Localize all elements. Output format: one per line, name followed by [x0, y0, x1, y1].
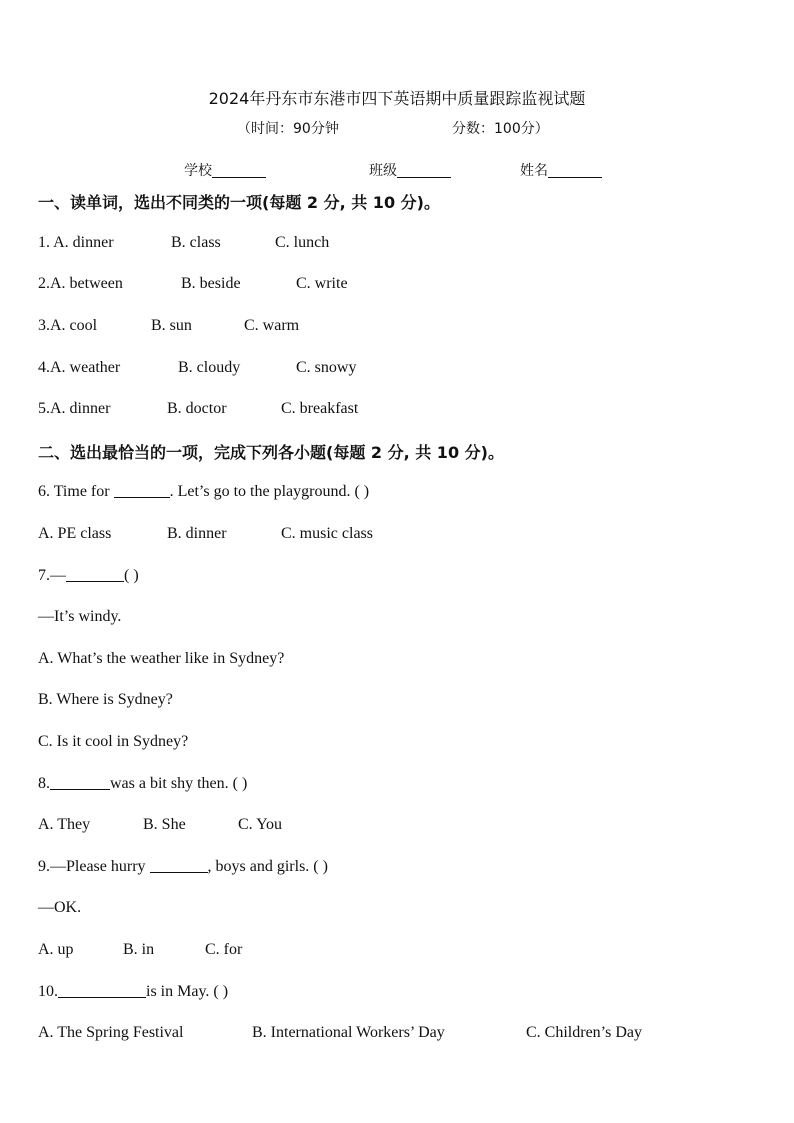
school-label: 学校 [184, 163, 212, 179]
option-b[interactable]: B. beside [181, 275, 241, 292]
question-6-text-end: . Let’s go to the playground. ( ) [169, 483, 370, 500]
question-9-text: 9.—Please hurry [38, 858, 150, 875]
option-b[interactable]: B. dinner [167, 525, 227, 542]
question-9-reply: —OK. [38, 899, 82, 916]
option-b[interactable]: B. cloudy [178, 359, 241, 376]
option-a[interactable]: 3.A. cool [38, 317, 98, 334]
option-c[interactable]: C. warm [244, 317, 300, 334]
option-c[interactable]: C. write [296, 275, 348, 292]
question-9-text-end: , boys and girls. ( ) [207, 858, 328, 875]
option-c[interactable]: C. Children’s Day [526, 1024, 642, 1041]
option-a[interactable]: 5.A. dinner [38, 400, 111, 417]
answer-blank[interactable] [58, 983, 146, 998]
answer-blank[interactable] [66, 567, 124, 582]
question-7-text-end: ( ) [124, 567, 139, 584]
option-c[interactable]: C. You [238, 816, 283, 833]
option-a[interactable]: A. PE class [38, 525, 112, 542]
option-b[interactable]: B. Where is Sydney? [38, 691, 173, 708]
option-b[interactable]: B. She [143, 816, 186, 833]
question-8-text: 8. [38, 775, 50, 792]
option-c[interactable]: C. snowy [296, 359, 357, 376]
question-8-stem [38, 775, 247, 793]
class-field[interactable] [369, 160, 451, 180]
school-field[interactable] [184, 160, 266, 180]
question-6-text: 6. Time for [38, 483, 114, 500]
name-blank[interactable] [548, 163, 602, 178]
option-b[interactable]: B. doctor [167, 400, 227, 417]
option-a[interactable]: A. The Spring Festival [38, 1024, 184, 1041]
question-6-stem [38, 483, 369, 501]
option-a[interactable]: 4.A. weather [38, 359, 121, 376]
name-label: 姓名 [520, 163, 548, 179]
section-1-heading: 一、读单词，选出不同类的一项(每题 2 分, 共 10 分)。 [38, 193, 440, 212]
answer-blank[interactable] [114, 483, 170, 498]
option-a[interactable]: A. They [38, 816, 91, 833]
question-10-text: 10. [38, 983, 58, 1000]
answer-blank[interactable] [50, 775, 110, 790]
question-8-text-end: was a bit shy then. ( ) [110, 775, 248, 792]
option-b[interactable]: B. International Workers’ Day [252, 1024, 445, 1041]
question-7-text: 7.— [38, 567, 66, 584]
school-blank[interactable] [212, 163, 266, 178]
exam-time: （时间：90分钟 [237, 121, 339, 137]
question-7-reply: —It’s windy. [38, 608, 122, 625]
option-c[interactable]: C. lunch [275, 234, 330, 251]
option-c[interactable]: C. for [205, 941, 243, 958]
page-title: 2024年丹东市东港市四下英语期中质量跟踪监视试题 [208, 89, 586, 108]
class-label: 班级 [369, 163, 397, 179]
question-7-stem [38, 567, 139, 585]
answer-blank[interactable] [150, 858, 208, 873]
option-a[interactable]: A. What’s the weather like in Sydney? [38, 650, 285, 667]
class-blank[interactable] [397, 163, 451, 178]
question-9-stem [38, 858, 328, 876]
option-a[interactable]: 2.A. between [38, 275, 123, 292]
option-c[interactable]: C. music class [281, 525, 373, 542]
question-10-stem [38, 983, 228, 1001]
section-2-heading: 二、选出最恰当的一项，完成下列各小题(每题 2 分, 共 10 分)。 [38, 443, 504, 462]
question-10-text-end: is in May. ( ) [146, 983, 229, 1000]
exam-score: 分数：100分） [452, 121, 549, 137]
option-a[interactable]: A. up [38, 941, 74, 958]
name-field[interactable] [520, 160, 602, 180]
option-c[interactable]: C. breakfast [281, 400, 359, 417]
option-b[interactable]: B. in [123, 941, 155, 958]
option-b[interactable]: B. sun [151, 317, 192, 334]
option-c[interactable]: C. Is it cool in Sydney? [38, 733, 189, 750]
option-a[interactable]: 1. A. dinner [38, 234, 114, 251]
option-b[interactable]: B. class [171, 234, 221, 251]
